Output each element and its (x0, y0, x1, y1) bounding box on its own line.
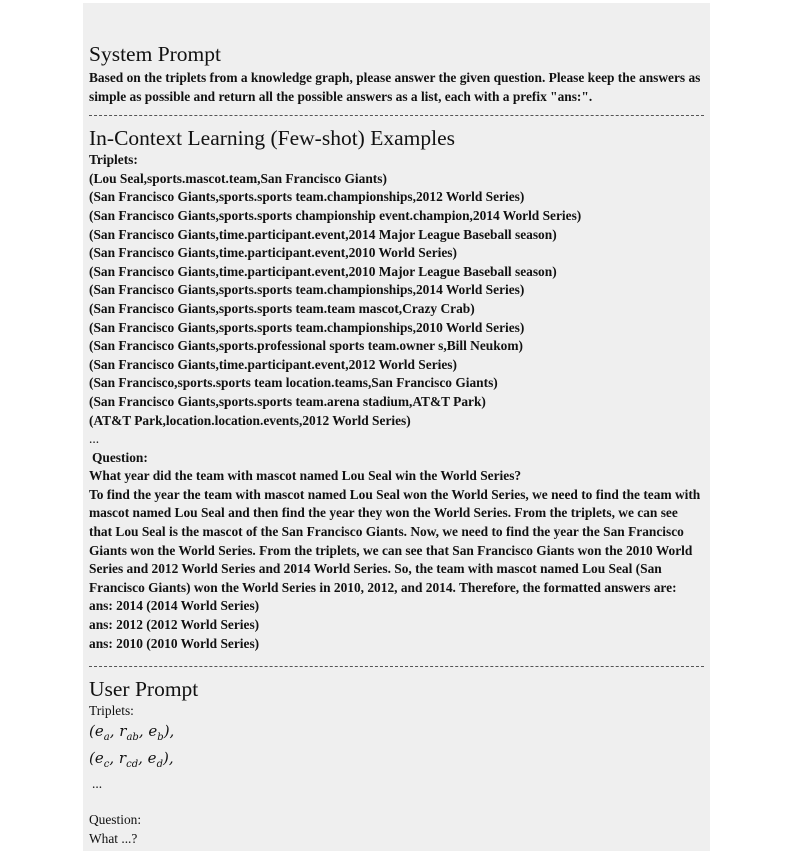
triplet-line: (San Francisco Giants,sports.sports team.championships,2014 World Series) (89, 282, 525, 298)
paren-close: ), (163, 721, 175, 740)
subject-symbol: e (94, 748, 104, 767)
system-prompt-heading: System Prompt (89, 42, 222, 66)
triplet-line: (San Francisco Giants,time.participant.event,2010 Major League Baseball season) (89, 263, 557, 279)
object-symbol: e (147, 748, 157, 767)
user-prompt-heading: User Prompt (89, 677, 199, 702)
triplet-line: (San Francisco Giants,sports.sports team.championships,2012 World Series) (89, 189, 525, 205)
triplet-line: (San Francisco Giants,sports.sports championship event.champion,2014 World Series) (89, 207, 582, 223)
prompt-panel (83, 3, 710, 851)
user-triplet-2 (89, 748, 704, 775)
paren-open: ( (89, 721, 95, 740)
system-prompt-text: Based on the triplets from a knowledge graph, please answer the given question. Please keep the answers as simple as possible and return all the possible answers as a list, each with a prefix "ans:". (89, 70, 701, 104)
subject-symbol: e (94, 721, 104, 740)
triplet-line: (San Francisco Giants,time.participant.event,2012 World Series) (89, 356, 457, 372)
icl-question: What year did the team with mascot named Lou Seal win the World Series? (89, 468, 522, 484)
relation-subscript: ab (126, 731, 139, 743)
triplet-line: (San Francisco Giants,sports.professional sports team.owner s,Bill Neukom) (89, 338, 523, 354)
user-ellipsis: ... (92, 775, 103, 791)
icl-answers (89, 597, 704, 653)
triplet-line: (AT&T Park,location.location.events,2012 World Series) (89, 412, 411, 428)
triplet-line: (San Francisco,sports.sports team location.teams,San Francisco Giants) (89, 375, 498, 391)
relation-symbol: r (118, 748, 127, 767)
icl-reasoning: To find the year the team with mascot named Lou Seal won the World Series, we need to find the team with mascot named Lou Seal and then find the year they won the World Series. From the triplets, we can see that Lou Seal is the mascot of the San Francisco Giants. Now, we need to find the year the San Francisco Giants won the World Series. From the triplets, we can see that San Francisco Giants won the 2010 World Series and 2012 World Series and 2014 World Series. So, the team with mascot named Lou Seal (San Francisco Giants) won the World Series in 2010, 2012, and 2014. Therefore, the formatted answers are: (89, 486, 701, 595)
comma: , (109, 748, 115, 767)
section-divider (89, 666, 704, 667)
triplet-line: (San Francisco Giants,time.participant.event,2014 Major League Baseball season) (89, 226, 557, 242)
triplet-line: (San Francisco Giants,time.participant.event,2010 World Series) (89, 245, 457, 261)
paren-close: ), (162, 748, 174, 767)
user-question: What ...? (89, 831, 138, 846)
spacer (89, 793, 704, 811)
user-triplet-1 (89, 721, 704, 748)
subject-subscript: c (103, 758, 110, 770)
object-subscript: b (157, 731, 164, 743)
triplet-line: (Lou Seal,sports.mascot.team,San Francisco Giants) (89, 170, 387, 186)
paren-open: ( (89, 748, 95, 767)
section-divider (89, 115, 704, 116)
answer-line: ans: 2014 (2014 World Series) (89, 598, 260, 614)
icl-heading: In-Context Learning (Few-shot) Examples (89, 126, 456, 151)
object-subscript: d (156, 758, 163, 770)
icl-question-label: Question: (92, 449, 148, 465)
user-triplets-label: Triplets: (89, 703, 134, 719)
icl-triplets-label: Triplets: (89, 152, 138, 168)
object-symbol: e (148, 721, 158, 740)
relation-subscript: cd (126, 758, 139, 770)
triplet-line: (San Francisco Giants,sports.sports team.championships,2010 World Series) (89, 319, 525, 335)
relation-symbol: r (119, 721, 127, 740)
icl-triplet-list (89, 170, 704, 430)
icl-ellipsis: ... (89, 431, 100, 447)
user-question-label: Question: (89, 812, 142, 828)
triplet-line: (San Francisco Giants,sports.sports team.team mascot,Crazy Crab) (89, 300, 475, 316)
triplet-line: (San Francisco Giants,sports.sports team.arena stadium,AT&T Park) (89, 393, 486, 409)
answer-line: ans: 2010 (2010 World Series) (89, 635, 260, 651)
comma: , (109, 721, 115, 740)
comma: , (138, 748, 143, 767)
comma: , (138, 721, 144, 740)
answer-line: ans: 2012 (2012 World Series) (89, 617, 260, 633)
subject-subscript: a (103, 731, 110, 743)
